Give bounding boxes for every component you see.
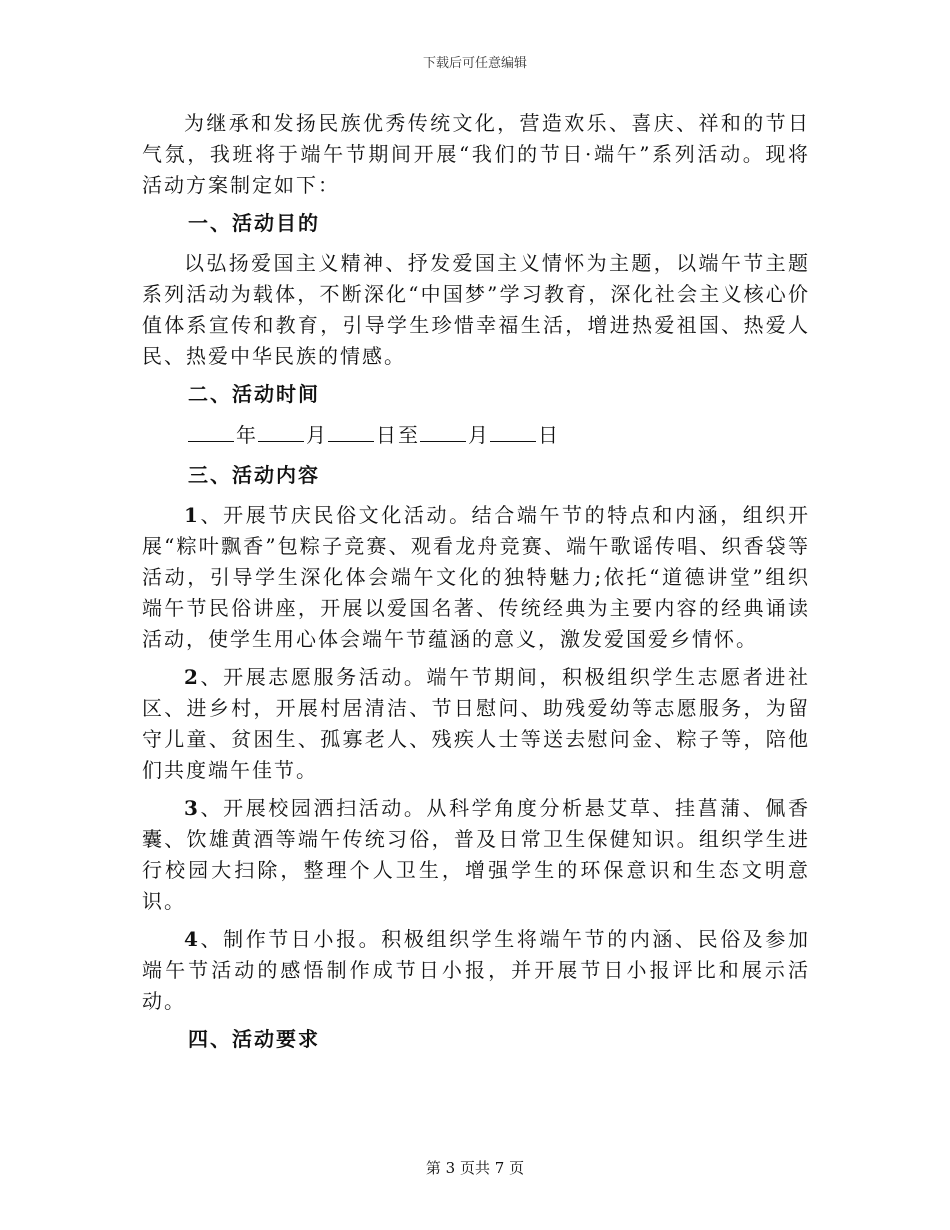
date-unit: 月	[468, 423, 490, 447]
date-unit: 月	[306, 423, 328, 447]
intro-paragraph: 为继承和发扬民族优秀传统文化，营造欢乐、喜庆、祥和的节日气氛，我班将于端午节期间开展“我们的节日·端午”系列活动。现将活动方案制定如下：	[142, 111, 810, 197]
date-unit: 年	[236, 423, 258, 447]
year-blank	[188, 419, 234, 442]
date-unit: 日至	[376, 423, 420, 447]
item-text: 、开展志愿服务活动。端午节期间，积极组织学生志愿者进社区、进乡村，开展村居清洁、节日慰问、助残爱幼等志愿服务，为留守儿童、贫困生、孤寡老人、残疾人士等送去慰问金、粽子等，陪他们共度端午佳节。	[142, 665, 810, 782]
item-number: 1	[184, 503, 200, 527]
purpose-paragraph: 以弘扬爱国主义精神、抒发爱国主义情怀为主题，以端午节主题系列活动为载体，不断深化“中国梦”学习教育，深化社会主义核心价值体系宣传和教育，引导学生珍惜幸福生活，增进热爱祖国、热爱人民、热爱中华民族的情感。	[142, 251, 810, 368]
date-blanks	[142, 419, 810, 451]
item-text: 、开展校园洒扫活动。从科学角度分析悬艾草、挂菖蒲、佩香囊、饮雄黄酒等端午传统习俗，普及日常卫生保健知识。组织学生进行校园大扫除，整理个人卫生，增强学生的环保意识和生态文明意识。	[142, 796, 810, 913]
day-blank	[490, 419, 536, 442]
page-header: 下载后可任意编辑	[422, 56, 527, 71]
item-number: 2	[184, 665, 200, 689]
section-heading-purpose: 一、活动目的	[188, 211, 320, 235]
item-number: 3	[184, 796, 200, 820]
date-unit: 日	[538, 423, 560, 447]
page-footer: 第 3 页共 7 页	[425, 1159, 525, 1177]
section-heading-time: 二、活动时间	[188, 382, 320, 406]
section-heading-content: 三、活动内容	[188, 463, 320, 487]
content-item-1	[142, 500, 810, 655]
item-text: 、制作节日小报。积极组织学生将端午节的内涵、民俗及参加端午节活动的感悟制作成节日小报，并开展节日小报评比和展示活动。	[142, 927, 810, 1013]
month-blank	[258, 419, 304, 442]
content-item-2	[142, 662, 810, 786]
section-heading-requirements: 四、活动要求	[188, 1027, 320, 1051]
content-item-4	[142, 924, 810, 1017]
item-text: 、开展节庆民俗文化活动。结合端午节的特点和内涵，组织开展“粽叶飘香”包粽子竞赛、观看龙舟竞赛、端午歌谣传唱、织香袋等活动，引导学生深化体会端午文化的独特魅力;依托“道德讲堂”组织端午节民俗讲座，开展以爱国名著、传统经典为主要内容的经典诵读活动，使学生用心体会端午节蕴涵的意义，激发爱国爱乡情怀。	[142, 503, 810, 651]
document-body	[142, 108, 810, 1064]
month-blank	[420, 419, 466, 442]
day-blank	[328, 419, 374, 442]
item-number: 4	[184, 927, 200, 951]
content-item-3	[142, 793, 810, 917]
